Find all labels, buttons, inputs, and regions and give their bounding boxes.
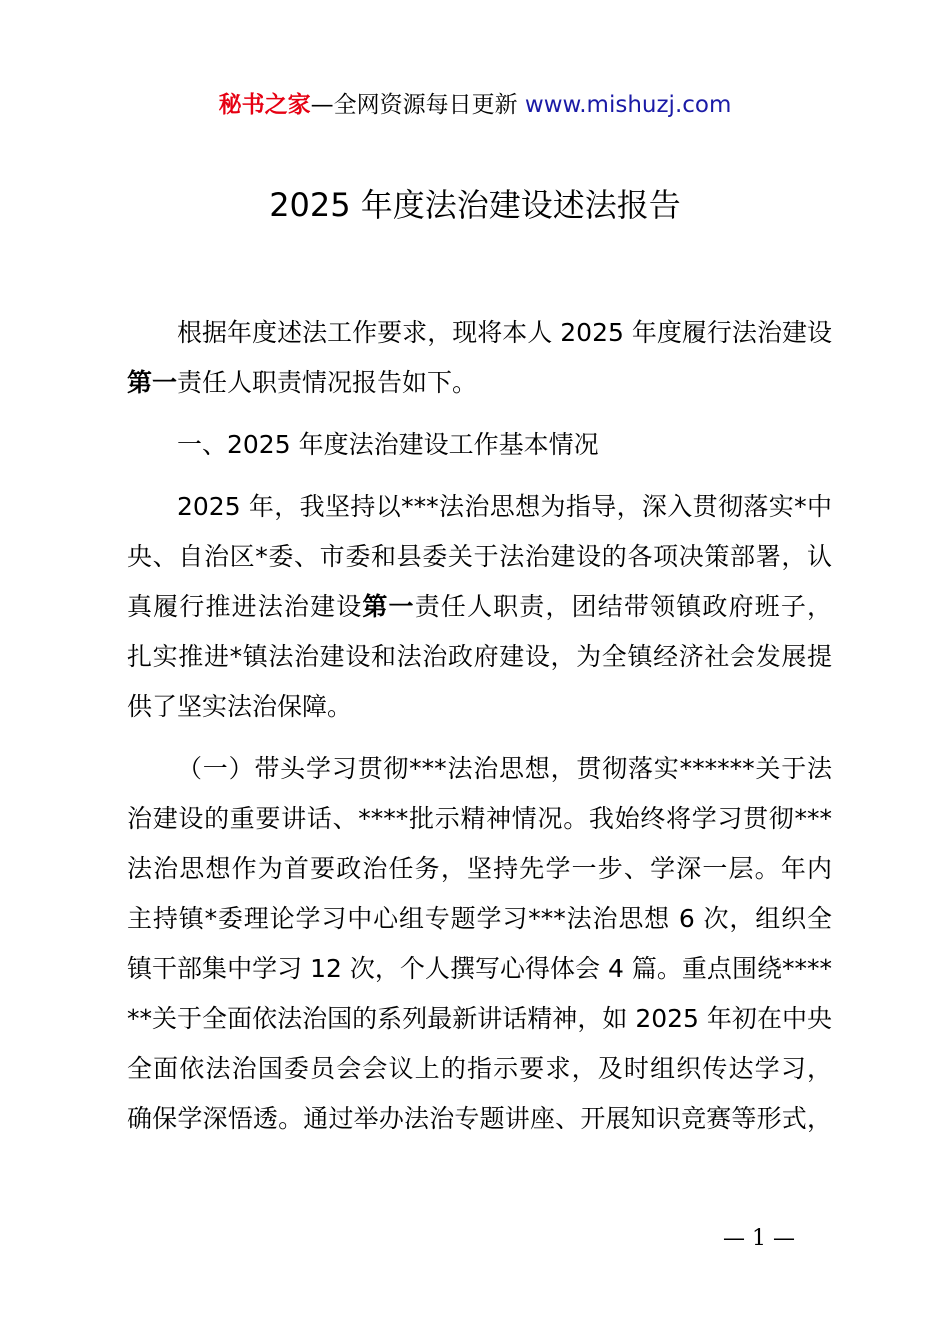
document-title: 2025 年度法治建设述法报告	[269, 186, 681, 224]
paragraph-intro	[127, 308, 832, 408]
paragraph-overview	[127, 482, 832, 732]
text-line: 治建设的重要讲话、****批示精神情况。我始终将学习贯彻***	[127, 804, 832, 833]
site-brand: 秘书之家	[218, 92, 311, 118]
text-span: 责任人职责，团结带领镇政府班子，	[414, 592, 832, 621]
text-line: （一）带头学习贯彻***法治思想，贯彻落实******关于法	[177, 754, 832, 783]
text-line: 央、自治区*委、市委和县委关于法治建设的各项决策部署，认	[127, 542, 832, 571]
text-line: 供了坚实法治保障。	[127, 692, 353, 721]
text-line: 根据年度述法工作要求，现将本人 2025 年度履行法治建设	[177, 318, 832, 347]
site-url-link[interactable]: www.mishuzj.com	[524, 92, 732, 118]
text-line: 主持镇*委理论学习中心组专题学习***法治思想 6 次，组织全	[127, 904, 832, 933]
section-heading: 一、2025 年度法治建设工作基本情况	[177, 430, 599, 459]
text-line: 镇干部集中学习 12 次，个人撰写心得体会 4 篇。重点围绕****	[127, 954, 832, 983]
paragraph-study	[127, 744, 832, 1144]
text-line: **关于全面依法治国的系列最新讲话精神，如 2025 年初在中央	[127, 1004, 832, 1033]
text-line: 确保学深悟透。通过举办法治专题讲座、开展知识竞赛等形式，	[127, 1104, 832, 1133]
text-line	[127, 582, 832, 632]
text-span: 责任人职责情况报告如下。	[177, 368, 478, 397]
text-span: 真履行推进法治建设	[127, 592, 363, 621]
site-header	[0, 88, 950, 122]
text-line: 2025 年，我坚持以***法治思想为指导，深入贯彻落实*中	[177, 492, 832, 521]
text-line: 法治思想作为首要政治任务，坚持先学一步、学深一层。年内	[127, 854, 832, 883]
site-slogan: —全网资源每日更新	[310, 92, 525, 118]
bold-text: 第一	[127, 368, 178, 397]
text-line	[127, 358, 832, 408]
bold-text: 第一	[362, 592, 415, 621]
document-body	[127, 308, 832, 1144]
text-line: 全面依法治国委员会会议上的指示要求，及时组织传达学习，	[127, 1054, 832, 1083]
page-number: — 1 —	[723, 1226, 795, 1251]
text-line: 扎实推进*镇法治建设和法治政府建设，为全镇经济社会发展提	[127, 642, 832, 671]
